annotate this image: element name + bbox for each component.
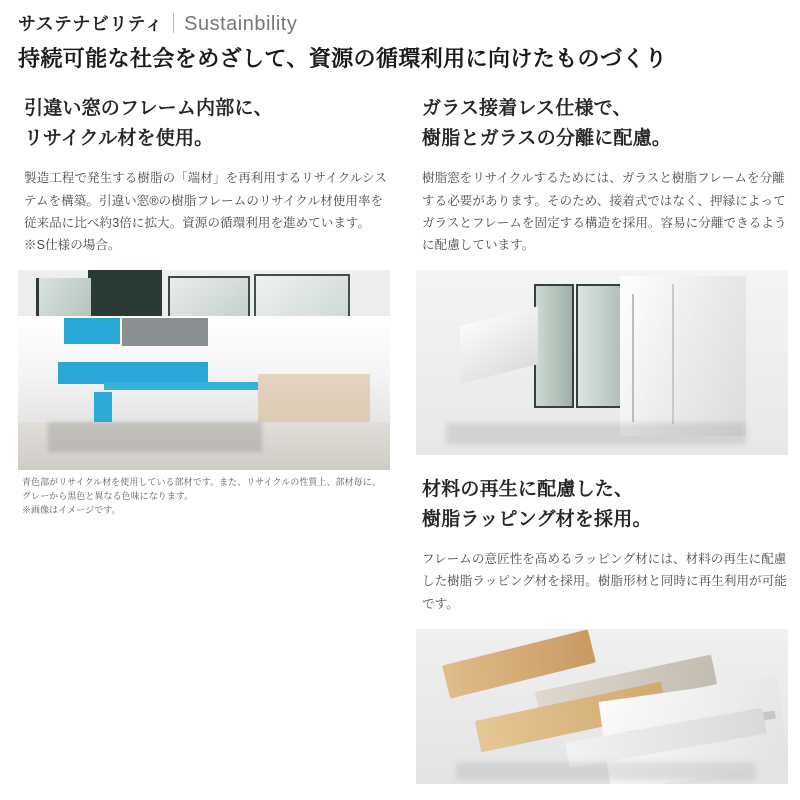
block-title-adhesive-free-glass	[422, 94, 788, 153]
frame-dark-section	[88, 270, 162, 316]
glass-pane-inner	[534, 284, 574, 408]
block-body-adhesive-free-glass: 樹脂窓をリサイクルするためには、ガラスと樹脂フレームを分離する必要があります。そのため、接着式ではなく、押縁によってガラスとフレームを固定する構造を採用。容易に分離できるように配慮しています。	[422, 171, 787, 253]
caption-line-1: 青色部がリサイクル材を使用している部材です。また、リサイクルの性質上、部材毎に、	[22, 477, 381, 488]
photo-shadow	[456, 762, 756, 780]
block-title-line-2: リサイクル材を使用。	[24, 127, 214, 149]
column-right	[416, 94, 788, 784]
page-headline: 持続可能な社会をめざして、資源の循環利用に向けたものづくり	[18, 46, 668, 71]
glass-bead-detail-photo	[416, 270, 788, 455]
window-frame-cutaway-photo	[18, 270, 390, 470]
caption-line-2: グレーから黒色と異なる色味になります。	[22, 491, 194, 502]
header-divider	[173, 13, 174, 33]
photo-shadow	[48, 422, 262, 452]
block-title-recycled-material	[24, 94, 390, 153]
page-title-en: Sustainbility	[184, 13, 298, 35]
block-title-line-1: ガラス接着レス仕様で、	[422, 98, 632, 120]
column-left	[18, 94, 390, 784]
glass-pane-outer	[576, 284, 622, 408]
page-title-ja: サステナビリティ	[18, 14, 164, 34]
frame-chamber-line-2	[672, 284, 674, 424]
recycled-material-highlight-3	[104, 382, 282, 390]
frame-grey-insert	[122, 318, 208, 346]
block-title-line-1: 引違い窓のフレーム内部に、	[24, 98, 273, 120]
frame-chamber-line-1	[632, 294, 634, 422]
block-body-wrapping-material: フレームの意匠性を高めるラッピング材には、材料の再生に配慮した樹脂ラッピング材を採用。樹脂形材と同時に再生利用が可能です。	[422, 552, 787, 611]
page-header	[18, 0, 782, 36]
block-title-wrapping-material	[422, 475, 788, 534]
wrapping-material-photo	[416, 629, 788, 784]
recycled-material-highlight-4	[94, 392, 112, 426]
photo-shadow	[446, 423, 746, 445]
block-title-line-2: 樹脂ラッピング材を採用。	[422, 508, 652, 530]
recycled-material-highlight-1	[64, 318, 120, 344]
content-columns	[18, 94, 787, 784]
resin-frame-profile	[620, 276, 746, 436]
caption-line-3: ※画像はイメージです。	[22, 505, 121, 516]
recycled-material-highlight-2	[58, 362, 208, 384]
figure-caption-recycled-material	[22, 476, 390, 518]
block-body-recycled-material: 製造工程で発生する樹脂の「端材」を再利用するリサイクルシステムを構築。引違い窓®の樹脂フレームのリサイクル材使用率を従来品に比べ約3倍に拡大。資源の循環利用を進めています。 ※S仕様の場合。	[24, 171, 387, 253]
block-title-line-1: 材料の再生に配慮した、	[422, 479, 634, 501]
block-title-line-2: 樹脂とガラスの分離に配慮。	[422, 127, 672, 149]
